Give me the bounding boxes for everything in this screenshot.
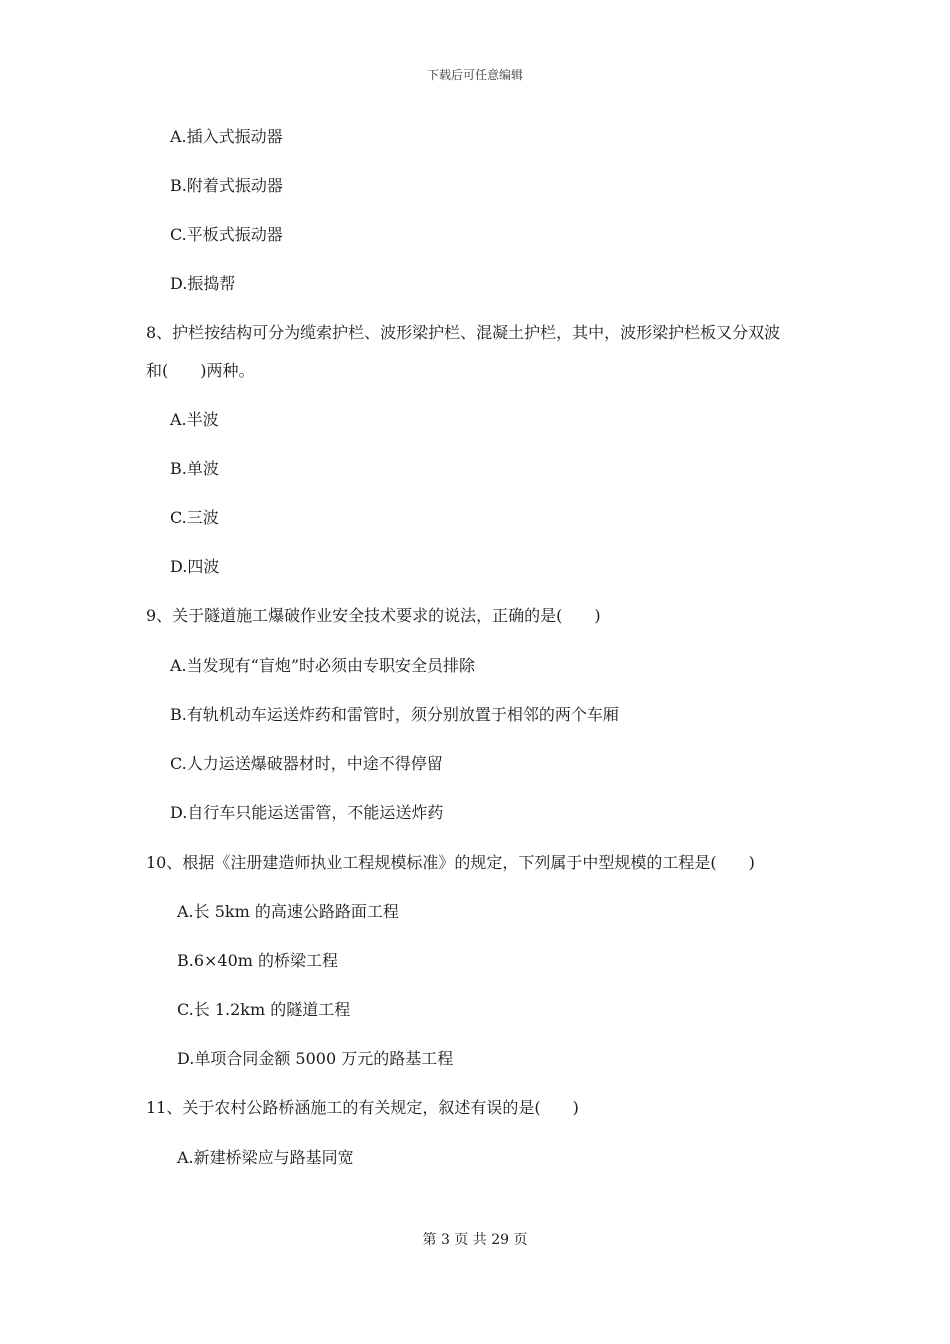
q10-option-d: D.单项合同金额 5000 万元的路基工程 bbox=[177, 1049, 454, 1068]
q10-option-c: C.长 1.2km 的隧道工程 bbox=[177, 1000, 351, 1019]
q10-option-b: B.6×40m 的桥梁工程 bbox=[177, 951, 339, 970]
q8-option-d: D.四波 bbox=[170, 557, 220, 576]
q9-option-d: D.自行车只能运送雷管，不能运送炸药 bbox=[170, 803, 444, 822]
q7-option-a: A.插入式振动器 bbox=[170, 127, 283, 146]
q7-option-d: D.振捣帮 bbox=[170, 274, 236, 293]
q11-stem: 11、关于农村公路桥涵施工的有关规定，叙述有误的是( ) bbox=[146, 1098, 579, 1117]
q10-stem: 10、根据《注册建造师执业工程规模标准》的规定，下列属于中型规模的工程是( ) bbox=[146, 853, 755, 872]
q9-option-b: B.有轨机动车运送炸药和雷管时，须分别放置于相邻的两个车厢 bbox=[170, 705, 619, 724]
q8-option-c: C.三波 bbox=[170, 508, 219, 527]
q8-option-a: A.半波 bbox=[170, 410, 219, 429]
q10-option-a: A.长 5km 的高速公路路面工程 bbox=[177, 902, 399, 921]
q8-stem-line1: 8、护栏按结构可分为缆索护栏、波形梁护栏、混凝土护栏，其中，波形梁护栏板又分双波 bbox=[146, 323, 781, 342]
q7-option-c: C.平板式振动器 bbox=[170, 225, 283, 244]
page-footer: 第 3 页 共 29 页 bbox=[422, 1232, 528, 1248]
q9-option-c: C.人力运送爆破器材时，中途不得停留 bbox=[170, 754, 443, 773]
q8-option-b: B.单波 bbox=[170, 459, 219, 478]
q11-option-a: A.新建桥梁应与路基同宽 bbox=[177, 1148, 354, 1167]
page-header: 下载后可任意编辑 bbox=[426, 68, 523, 82]
q9-option-a: A.当发现有“盲炮”时必须由专职安全员排除 bbox=[170, 656, 476, 675]
q9-stem: 9、关于隧道施工爆破作业安全技术要求的说法，正确的是( ) bbox=[146, 606, 601, 625]
q7-option-b: B.附着式振动器 bbox=[170, 176, 283, 195]
q8-stem-line2: 和( )两种。 bbox=[146, 361, 255, 380]
